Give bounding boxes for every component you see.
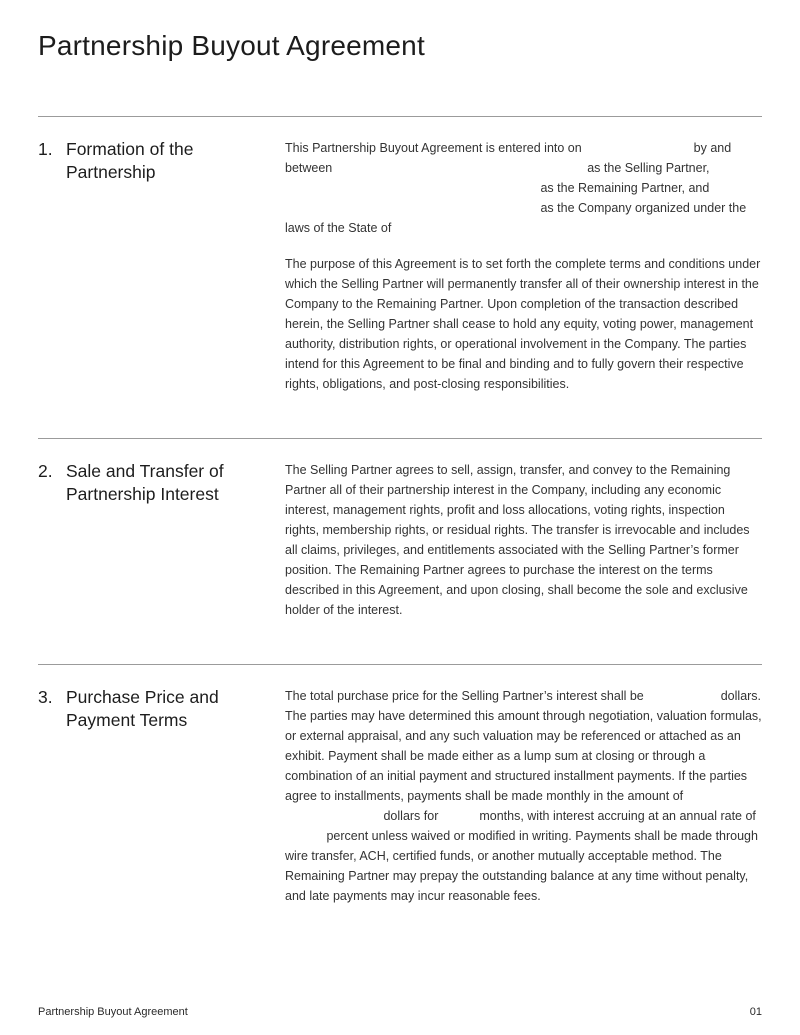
blank-field [285,190,537,192]
section-heading: Purchase Price and Payment Terms [66,687,219,731]
section-number: 1. [38,139,53,160]
section-number: 3. [38,687,53,708]
paragraph: The total purchase price for the Selling Partner’s interest shall be dollars. The parties may have determined this amount through negotiation, valuation formulas, or external appraisal, and any such valuation may be referenced or attached as an exhibit. Payment shall be made either as a lump sum at closing or through a combination of an initial payment and structured installment payments. If the parties agree to installments, payments shall be made monthly in the amount of dollars for months, with interest accruing at an annual rate of percent unless waived or modified in writing. Payments shall be made through wire transfer, ACH, certified funds, or another mutually acceptable method. The Remaining Partner may prepay the outstanding balance at any time without penalty, and late payments may incur reasonable fees. [285,689,762,904]
paragraph: The purpose of this Agreement is to set forth the complete terms and conditions under which the Selling Partner will permanently transfer all of their ownership interest in the Company to the Remaining Partner. Upon completion of the transaction described herein, the Selling Partner shall cease to hold any equity, voting power, management authority, distribution rights, or operational involvement in the Company. The parties intend for this Agreement to be final and binding and to fully govern their respective rights, obligations, and post-closing responsibilities. [285,257,761,392]
page-title: Partnership Buyout Agreement [38,30,425,61]
paragraph: The Selling Partner agrees to sell, assign, transfer, and convey to the Remaining Partner all of their partnership interest in the Company, including any economic interest, management rights, profit and loss allocations, voting rights, inspection rights, membership rights, or residual rights. The transfer is irrevocable and includes all claims, privileges, and entitlements associated with the Selling Partner’s former position. The Remaining Partner agrees to purchase the interest on the terms described in this Agreement, and upon closing, shall become the sole and exclusive holder of the interest. [285,463,750,618]
agreement-section [38,117,762,394]
section-body [285,686,762,906]
footer-doc-name: Partnership Buyout Agreement [38,1006,188,1018]
agreement-section [38,439,762,620]
blank-field [336,170,584,172]
section-body [285,138,762,394]
section-heading: Sale and Transfer of Partnership Interest [66,461,224,505]
blank-field [585,150,690,152]
sections [38,117,762,906]
blank-field [395,230,495,232]
document-header [38,30,762,62]
blank-field [647,698,717,700]
blank-field [442,818,476,820]
page-footer [38,1006,762,1019]
section-heading: Formation of the Partnership [66,139,194,183]
section-body [285,460,762,620]
footer-page-number: 01 [749,1006,762,1018]
paragraph: This Partnership Buyout Agreement is entered into on by and between as the Selling Partner, as the Remaining Partner, and as the Company organized under the laws of the State of [285,141,747,236]
blank-field [285,838,323,840]
section-number: 2. [38,461,53,482]
blank-field [285,210,537,212]
agreement-section [38,665,762,906]
blank-field [285,818,380,820]
